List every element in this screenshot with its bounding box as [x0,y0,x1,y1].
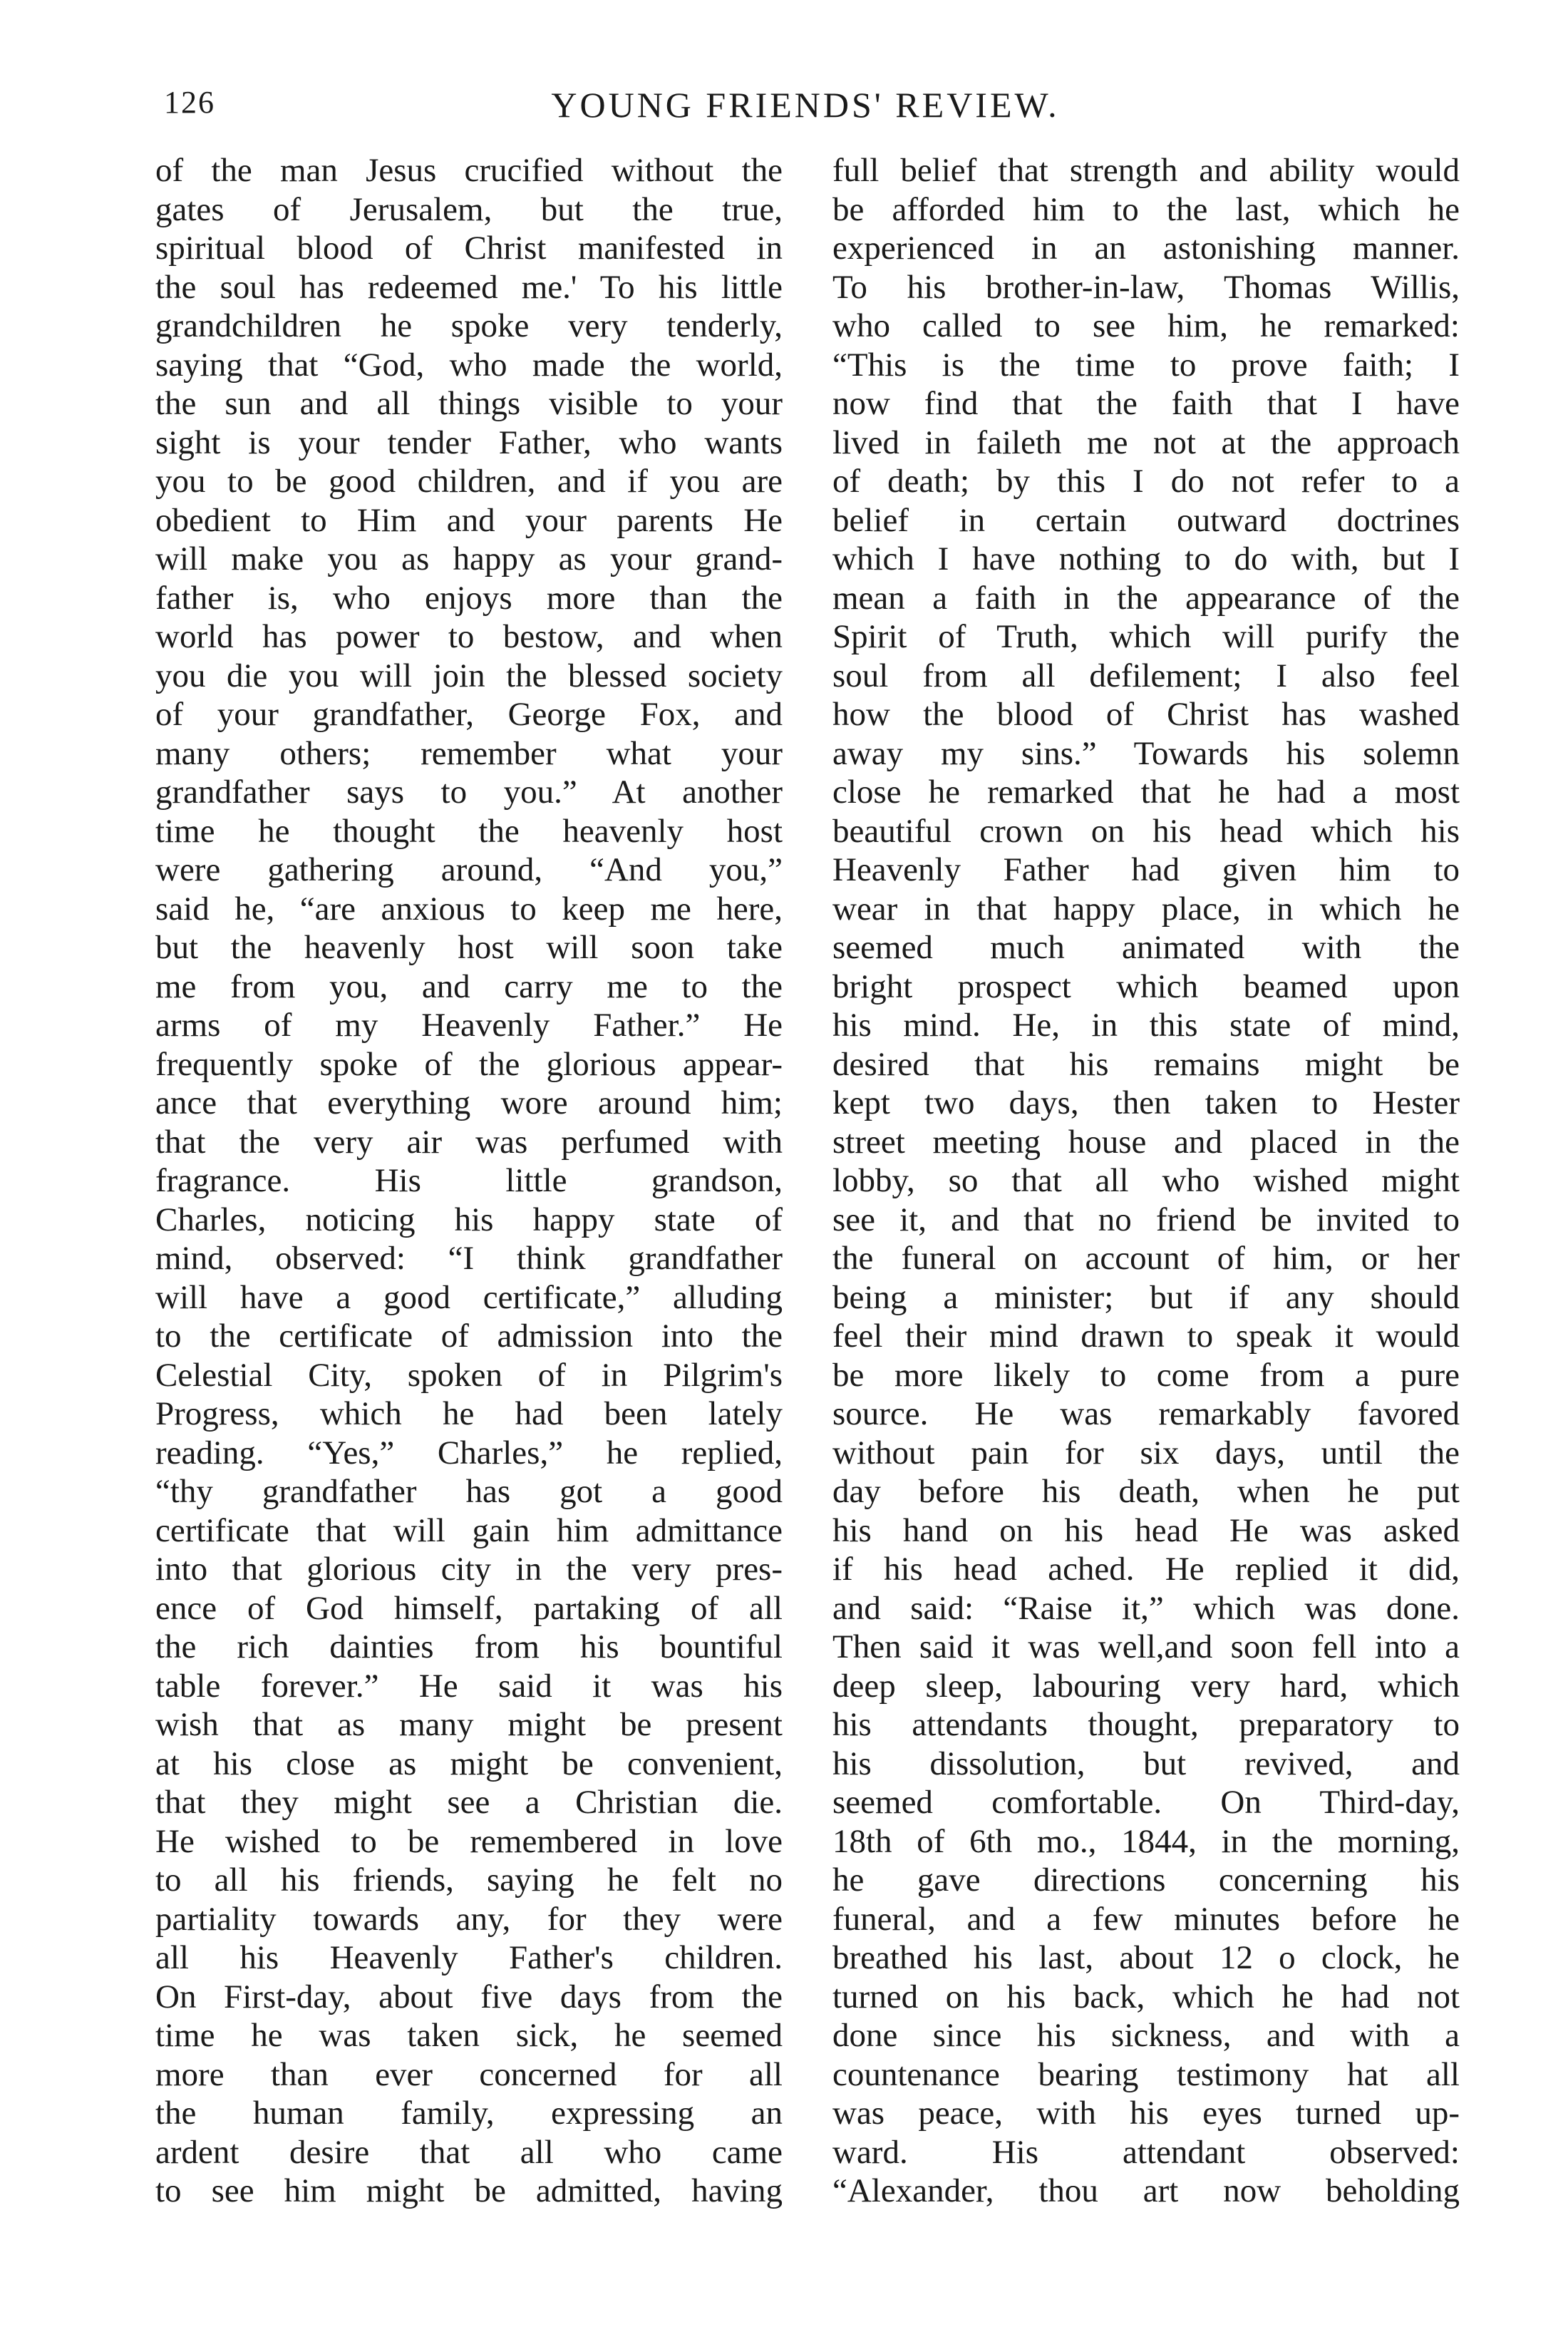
text-line: arms of my Heavenly Father.” He [155,1007,783,1044]
text-line: will have a good certificate,” alluding [155,1278,783,1316]
text-line: now find that the faith that I have [832,385,1460,422]
text-line: feel their mind drawn to speak it would [832,1317,1460,1355]
text-line: of your grandfather, George Fox, and [155,696,783,733]
text-line: wish that as many might be present [155,1706,783,1743]
text-line: lobby, so that all who wished might [832,1162,1460,1199]
text-line: lived in faileth me not at the approach [832,423,1460,461]
text-line: breathed his last, about 12 o clock, he [832,1939,1460,1976]
text-line: he gave directions concerning his [832,1861,1460,1899]
text-line: to the certificate of admission into the [155,1317,783,1355]
text-line: To his brother-in-law, Thomas Willis, [832,268,1460,306]
text-line: that the very air was perfumed with [155,1123,783,1161]
text-line: done since his sickness, and with a [832,2017,1460,2054]
text-line: see it, and that no friend be invited to [832,1201,1460,1238]
text-line: Then said it was well,and soon fell into a [832,1628,1460,1665]
text-line: the soul has redeemed me.' To his little [155,268,783,306]
text-line: which I have nothing to do with, but I [832,540,1460,577]
text-line: deep sleep, labouring very hard, which [832,1667,1460,1705]
text-line: without pain for six days, until the [832,1434,1460,1471]
text-line: seemed comfortable. On Third-day, [832,1784,1460,1821]
text-line: “This is the time to prove faith; I [832,346,1460,384]
page-number: 126 [164,85,215,120]
text-line: were gathering around, “And you,” [155,851,783,888]
text-line: world has power to bestow, and when [155,618,783,655]
text-line: Spirit of Truth, which will purify the [832,618,1460,655]
text-line: belief in certain outward doctrines [832,501,1460,539]
text-line: funeral, and a few minutes before he [832,1900,1460,1938]
text-line: time he was taken sick, he seemed [155,2017,783,2054]
text-line: spiritual blood of Christ manifested in [155,230,783,267]
text-line: 18th of 6th mo., 1844, in the morning, [832,1822,1460,1860]
text-line: experienced in an astonishing manner. [832,230,1460,267]
text-line: of death; by this I do not refer to a [832,463,1460,500]
text-line: He wished to be remembered in love [155,1822,783,1860]
page-header [157,84,1454,141]
text-line: reading. “Yes,” Charles,” he replied, [155,1434,783,1471]
text-line: ence of God himself, partaking of all [155,1589,783,1627]
text-line: being a minister; but if any should [832,1278,1460,1316]
text-line: said he, “are anxious to keep me here, [155,890,783,928]
text-line: On First-day, about five days from the [155,1978,783,2015]
text-line: time he thought the heavenly host [155,812,783,850]
text-line: ward. His attendant observed: [832,2133,1460,2171]
text-line: grandfather says to you.” At another [155,774,783,811]
text-line: father is, who enjoys more than the [155,579,783,617]
text-line: seemed much animated with the [832,929,1460,966]
text-line: close he remarked that he had a most [832,774,1460,811]
text-line: be more likely to come from a pure [832,1356,1460,1394]
text-line: more than ever concerned for all [155,2055,783,2093]
text-line: soul from all defilement; I also feel [832,657,1460,694]
text-line: ance that everything wore around him; [155,1084,783,1121]
text-line: but the heavenly host will soon take [155,929,783,966]
text-line: bright prospect which beamed upon [832,967,1460,1005]
text-line: to all his friends, saying he felt no [155,1861,783,1899]
text-line: if his head ached. He replied it did, [832,1551,1460,1588]
text-line: the human family, expressing an [155,2095,783,2132]
text-line: partiality towards any, for they were [155,1900,783,1938]
text-line: will make you as happy as your grand- [155,540,783,577]
text-line: that they might see a Christian die. [155,1784,783,1821]
text-line: be afforded him to the last, which he [832,190,1460,228]
text-line: me from you, and carry me to the [155,967,783,1005]
text-line: his attendants thought, preparatory to [832,1706,1460,1743]
text-line: source. He was remarkably favored [832,1395,1460,1432]
text-line: turned on his back, which he had not [832,1978,1460,2015]
text-line: certificate that will gain him admittance [155,1511,783,1549]
text-line: his dissolution, but revived, and [832,1745,1460,1782]
text-line: Charles, noticing his happy state of [155,1201,783,1238]
text-line: frequently spoke of the glorious appear- [155,1045,783,1083]
text-line: grandchildren he spoke very tenderly, [155,307,783,344]
text-line: mean a faith in the appearance of the [832,579,1460,617]
text-line: obedient to Him and your parents He [155,501,783,539]
text-line: into that glorious city in the very pres- [155,1551,783,1588]
text-line: countenance bearing testimony hat all [832,2055,1460,2093]
text-line: how the blood of Christ has washed [832,696,1460,733]
text-line: gates of Jerusalem, but the true, [155,190,783,228]
text-line: at his close as might be convenient, [155,1745,783,1782]
running-title: YOUNG FRIENDS' REVIEW. [551,85,1060,125]
text-line: all his Heavenly Father's children. [155,1939,783,1976]
text-line: wear in that happy place, in which he [832,890,1460,928]
text-line: ardent desire that all who came [155,2133,783,2171]
text-line: of the man Jesus crucified without the [155,152,783,189]
text-line: table forever.” He said it was his [155,1667,783,1705]
text-line: street meeting house and placed in the [832,1123,1460,1161]
text-line: his mind. He, in this state of mind, [832,1007,1460,1044]
text-line: saying that “God, who made the world, [155,346,783,384]
text-line: to see him might be admitted, having [155,2172,783,2209]
right-text-column [832,151,1460,2211]
text-line: day before his death, when he put [832,1473,1460,1510]
text-line: you die you will join the blessed society [155,657,783,694]
text-line: the funeral on account of him, or her [832,1240,1460,1277]
left-text-column [155,151,783,2211]
text-line: and said: “Raise it,” which was done. [832,1589,1460,1627]
text-line: the sun and all things visible to your [155,385,783,422]
text-line: Heavenly Father had given him to [832,851,1460,888]
text-line: “Alexander, thou art now beholding [832,2172,1460,2209]
text-line: away my sins.” Towards his solemn [832,734,1460,772]
text-line: desired that his remains might be [832,1045,1460,1083]
text-line: beautiful crown on his head which his [832,812,1460,850]
text-line: many others; remember what your [155,734,783,772]
text-line: was peace, with his eyes turned up- [832,2095,1460,2132]
text-line: his hand on his head He was asked [832,1511,1460,1549]
text-line: mind, observed: “I think grandfather [155,1240,783,1277]
text-line: sight is your tender Father, who wants [155,423,783,461]
text-line: who called to see him, he remarked: [832,307,1460,344]
text-line: kept two days, then taken to Hester [832,1084,1460,1121]
text-line: “thy grandfather has got a good [155,1473,783,1510]
text-line: Celestial City, spoken of in Pilgrim's [155,1356,783,1394]
text-line: the rich dainties from his bountiful [155,1628,783,1665]
text-line: Progress, which he had been lately [155,1395,783,1432]
text-line: you to be good children, and if you are [155,463,783,500]
text-line: fragrance. His little grandson, [155,1162,783,1199]
text-line: full belief that strength and ability would [832,152,1460,189]
